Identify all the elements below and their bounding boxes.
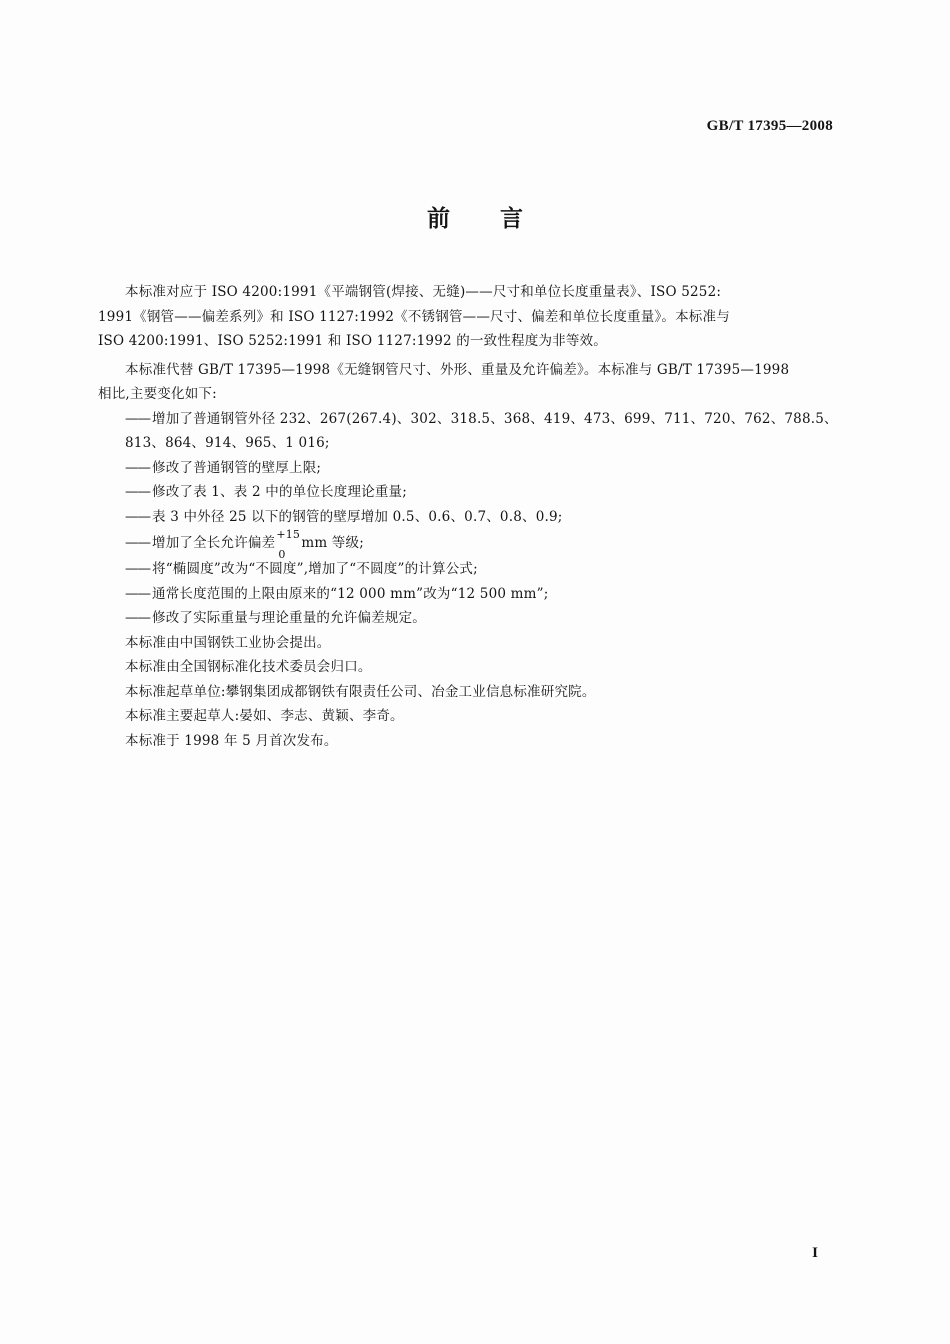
list-item-6-text: 将“椭圆度”改为“不圆度”,增加了“不圆度”的计算公式; xyxy=(152,561,478,577)
em-dash: —— xyxy=(125,561,150,577)
list-item-3-text: 修改了表 1、表 2 中的单位长度理论重量; xyxy=(152,484,407,500)
em-dash: —— xyxy=(125,410,150,427)
foreword-body xyxy=(98,280,838,753)
list-item-4 xyxy=(98,505,838,530)
em-dash: —— xyxy=(125,508,150,525)
em-dash: —— xyxy=(125,459,150,476)
list-item-1-line-2: 813、864、914、965、1 016; xyxy=(125,435,330,451)
page-number: I xyxy=(812,1245,818,1261)
list-item-1-line-1: 增加了普通钢管外径 232、267(267.4)、302、318.5、368、419、473、699、711、720、762、788.5、 xyxy=(152,410,838,427)
list-item-7 xyxy=(98,582,838,607)
em-dash: —— xyxy=(125,535,150,551)
em-dash: —— xyxy=(125,484,150,500)
list-item-6 xyxy=(98,557,838,582)
list-item-5-suffix: mm 等级; xyxy=(301,535,364,551)
paragraph-correspondence-line-1: 本标准对应于 ISO 4200:1991《平端钢管(焊接、无缝)——尺寸和单位长度重量表》、ISO 5252: xyxy=(125,284,722,300)
title-char-2: 言 xyxy=(500,206,523,232)
em-dash: —— xyxy=(125,610,150,626)
paragraph-correspondence-line-3: ISO 4200:1991、ISO 5252:1991 和 ISO 1127:1992 的一致性程度为非等效。 xyxy=(98,333,607,349)
list-item-8 xyxy=(98,606,838,631)
em-dash: —— xyxy=(125,585,150,602)
paragraph-replacement-line-2: 相比,主要变化如下: xyxy=(98,386,217,402)
paragraph-committee: 本标准由全国钢标准化技术委员会归口。 xyxy=(125,659,372,675)
list-item-8-text: 修改了实际重量与理论重量的允许偏差规定。 xyxy=(152,610,426,626)
paragraph-first-release: 本标准于 1998 年 5 月首次发布。 xyxy=(125,732,338,749)
tolerance-upper: +15 xyxy=(276,527,301,541)
list-item-1 xyxy=(98,407,838,432)
standard-code: GB/T 17395—2008 xyxy=(706,118,833,134)
page-title xyxy=(0,200,950,233)
list-item-7-text: 通常长度范围的上限由原来的“12 000 mm”改为“12 500 mm”; xyxy=(152,585,549,602)
tolerance-lower: 0 xyxy=(278,547,286,561)
paragraph-drafting-units: 本标准起草单位:攀钢集团成都钢铁有限责任公司、冶金工业信息标准研究院。 xyxy=(125,683,596,700)
paragraph-drafters: 本标准主要起草人:晏如、李志、黄颖、李奇。 xyxy=(125,708,404,724)
list-item-5-prefix: 增加了全长允许偏差 xyxy=(152,535,276,551)
paragraph-proposer: 本标准由中国钢铁工业协会提出。 xyxy=(125,634,331,651)
list-item-5 xyxy=(98,527,838,561)
list-item-2 xyxy=(98,456,838,481)
list-item-4-text: 表 3 中外径 25 以下的钢管的壁厚增加 0.5、0.6、0.7、0.8、0.9; xyxy=(152,508,563,525)
paragraph-replacement-line-1: 本标准代替 GB/T 17395—1998《无缝钢管尺寸、外形、重量及允许偏差》。本标准与 GB/T 17395—1998 xyxy=(125,361,790,378)
title-char-1: 前 xyxy=(427,206,450,232)
tolerance-fraction xyxy=(276,527,301,561)
list-item-2-text: 修改了普通钢管的壁厚上限; xyxy=(152,459,322,476)
paragraph-correspondence-line-2: 1991《钢管——偏差系列》和 ISO 1127:1992《不锈钢管——尺寸、偏差和单位长度重量》。本标准与 xyxy=(98,308,730,325)
list-item-3 xyxy=(98,480,838,505)
